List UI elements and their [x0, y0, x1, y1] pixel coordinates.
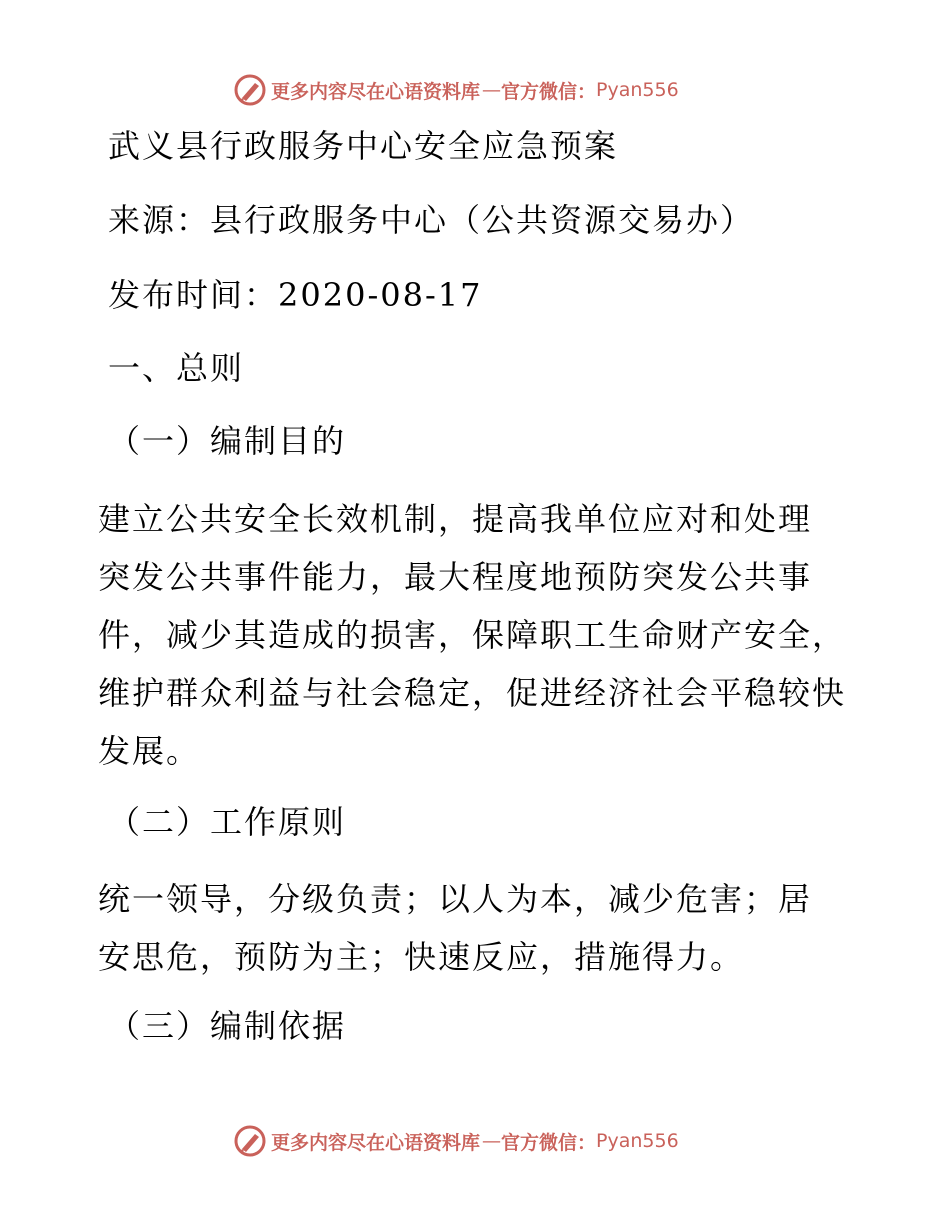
header-watermark: [233, 72, 679, 108]
watermark-wechat-label: 官方微信：: [501, 1131, 597, 1154]
watermark-wechat-label: 官方微信：: [501, 80, 597, 103]
paragraph-line: 件，减少其造成的损害，保障职工生命财产安全，: [98, 616, 847, 654]
subsection-heading-purpose: （一）编制目的: [108, 422, 347, 460]
watermark-text: 更多内容尽在心语资料库: [271, 80, 481, 103]
watermark-text: 更多内容尽在心语资料库: [271, 1131, 481, 1154]
paragraph-line: 突发公共事件能力，最大程度地预防突发公共事: [98, 558, 813, 596]
paragraph-line: 安思危，预防为主；快速反应，措施得力。: [98, 938, 745, 976]
watermark-wechat-id: Pyan556: [596, 1130, 679, 1152]
paragraph-line: 维护群众利益与社会稳定，促进经济社会平稳较快: [98, 674, 847, 712]
paragraph-line: 发展。: [98, 732, 201, 770]
watermark-separator: —: [482, 1130, 502, 1152]
watermark-separator: —: [482, 79, 502, 101]
footer-watermark: [233, 1123, 679, 1159]
pen-logo-icon: [233, 1124, 267, 1158]
subsection-heading-principles: （二）工作原则: [108, 803, 347, 841]
publish-time: 发布时间：2020-08-17: [108, 276, 483, 314]
document-title: 武义县行政服务中心安全应急预案: [108, 127, 619, 165]
paragraph-principles: [98, 870, 858, 986]
document-source: 来源：县行政服务中心（公共资源交易办）: [108, 201, 755, 239]
section-heading-general: 一、总则: [108, 349, 245, 387]
paragraph-line: 建立公共安全长效机制，提高我单位应对和处理: [98, 500, 813, 538]
watermark-wechat-id: Pyan556: [596, 79, 679, 101]
pen-logo-icon: [233, 73, 267, 107]
paragraph-purpose: [98, 490, 858, 780]
paragraph-line: 统一领导，分级负责；以人为本，减少危害；居: [98, 880, 813, 918]
subsection-heading-basis: （三）编制依据: [108, 1007, 347, 1045]
